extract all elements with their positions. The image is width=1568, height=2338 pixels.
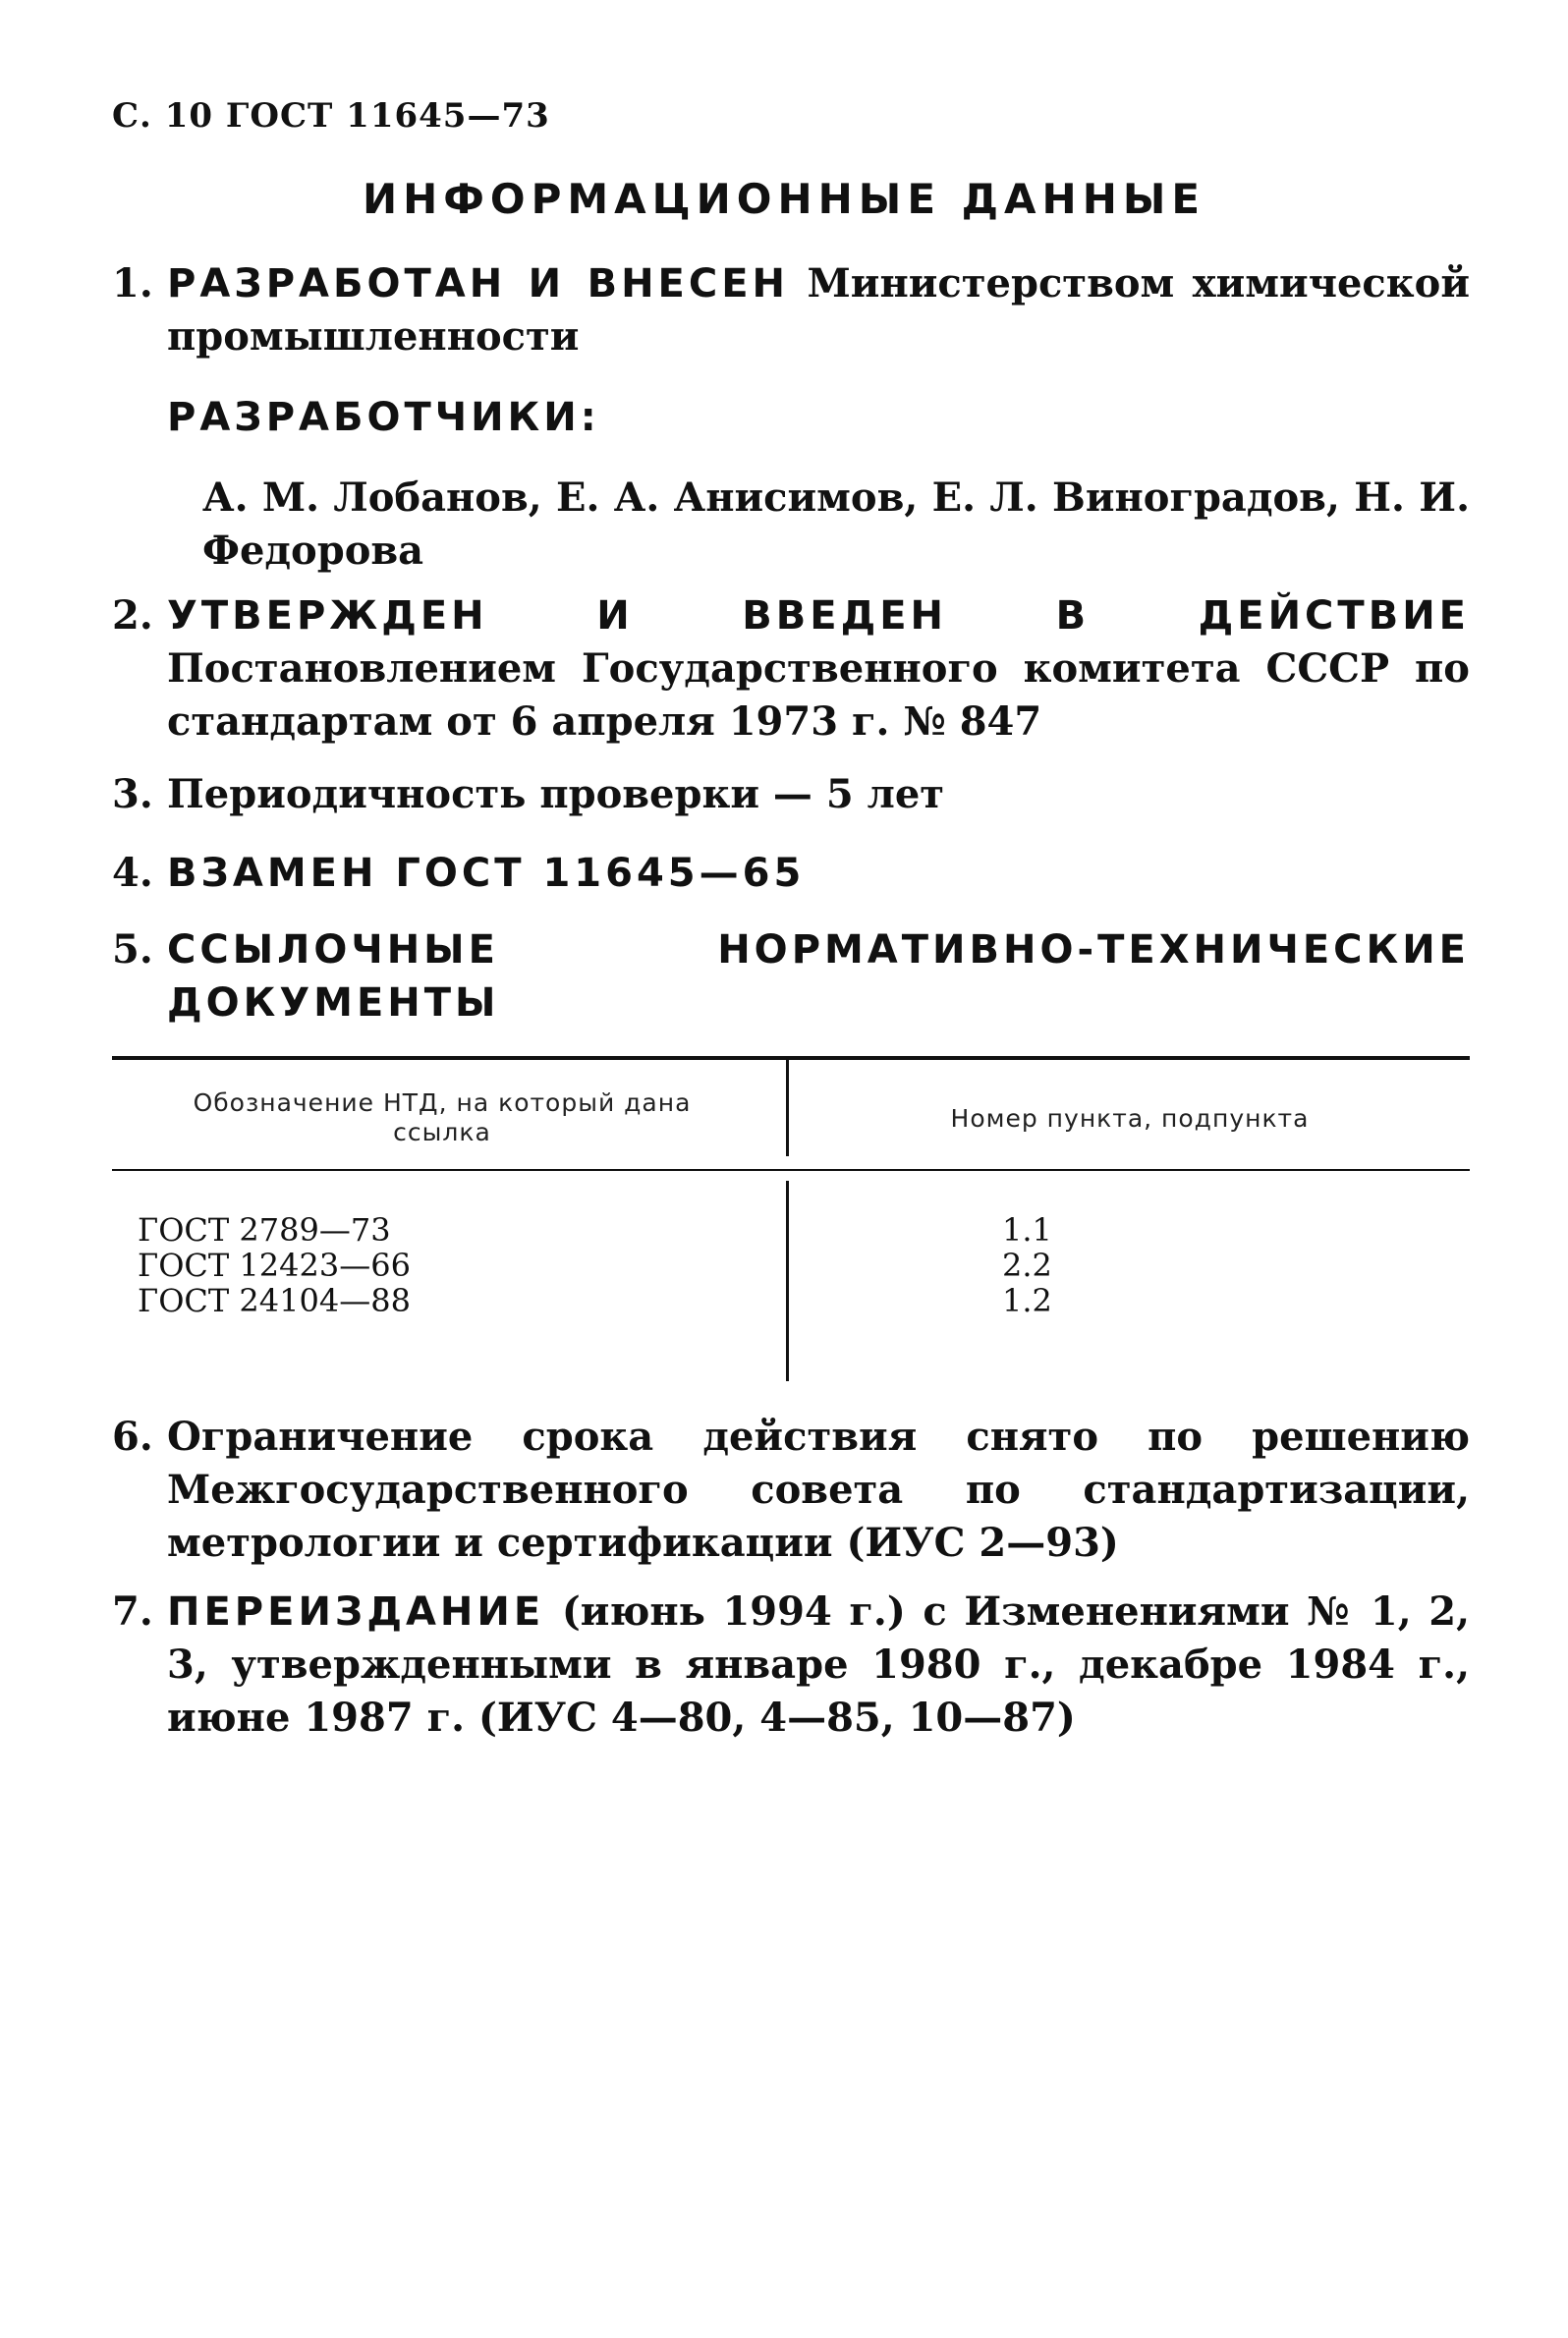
item-text: Министерством химической промышленности <box>167 260 1471 360</box>
table-cell-designation: ГОСТ 24104—88 <box>138 1282 411 1319</box>
table-top-rule <box>112 1056 1470 1060</box>
item-lead: ВЗАМЕН ГОСТ 11645—65 <box>167 851 806 896</box>
item-number: 1. <box>112 260 153 306</box>
item-lead: ПЕРЕИЗДАНИЕ <box>167 1589 545 1635</box>
item-text: Постановлением Государственного комитета СССР по стандартам от 6 апреля 1973 г. № 847 <box>167 645 1470 745</box>
page-title: ИНФОРМАЦИОННЫЕ ДАННЫЕ <box>362 175 1206 223</box>
table-cell-clause: 1.1 <box>1002 1211 1052 1249</box>
item-number: 7. <box>112 1588 153 1635</box>
item-number: 6. <box>112 1414 153 1460</box>
item-lead: УТВЕРЖДЕН И ВВЕДЕН В ДЕЙСТВИЕ <box>167 593 1470 639</box>
table-header-clause: Номер пункта, подпункта <box>950 1104 1310 1133</box>
table-cell-designation: ГОСТ 2789—73 <box>138 1211 391 1249</box>
developers-names: А. М. Лобанов, Е. А. Анисимов, Е. Л. Виноградов, Н. И. Федорова <box>202 474 1470 574</box>
item-lead: ССЫЛОЧНЫЕ НОРМАТИВНО-ТЕХНИЧЕСКИЕ ДОКУМЕНТЫ <box>167 927 1470 1026</box>
table-cell-clause: 2.2 <box>1002 1247 1052 1284</box>
item-number: 2. <box>112 592 153 639</box>
item-text: Периодичность проверки — 5 лет <box>167 771 945 817</box>
table-header-designation: Обозначение НТД, на который дана ссылка <box>193 1088 692 1146</box>
item-text: Ограничение срока действия снято по решению Межгосударственного совета по стандартизации, метрологии и сертификации (ИУС 2—93) <box>167 1414 1470 1566</box>
item-number: 5. <box>112 926 153 973</box>
item-text: (июнь 1994 г.) с Изменениями № 1, 2, 3, утвержденными в январе 1980 г., декабре 1984 г., июне 1987 г. (ИУС 4—80, 4—85, 10—87) <box>167 1588 1470 1741</box>
page-header: С. 10 ГОСТ 11645—73 <box>112 96 550 136</box>
table-body-divider <box>786 1181 789 1381</box>
table-cell-clause: 1.2 <box>1002 1282 1052 1319</box>
item-number: 3. <box>112 771 153 817</box>
table-cell-designation: ГОСТ 12423—66 <box>138 1247 411 1284</box>
item-number: 4. <box>112 850 153 896</box>
table-header-divider <box>786 1060 789 1156</box>
item-lead: РАЗРАБОТАН И ВНЕСЕН <box>167 261 790 306</box>
table-header-rule <box>112 1169 1470 1171</box>
developers-label: РАЗРАБОТЧИКИ: <box>167 395 600 440</box>
